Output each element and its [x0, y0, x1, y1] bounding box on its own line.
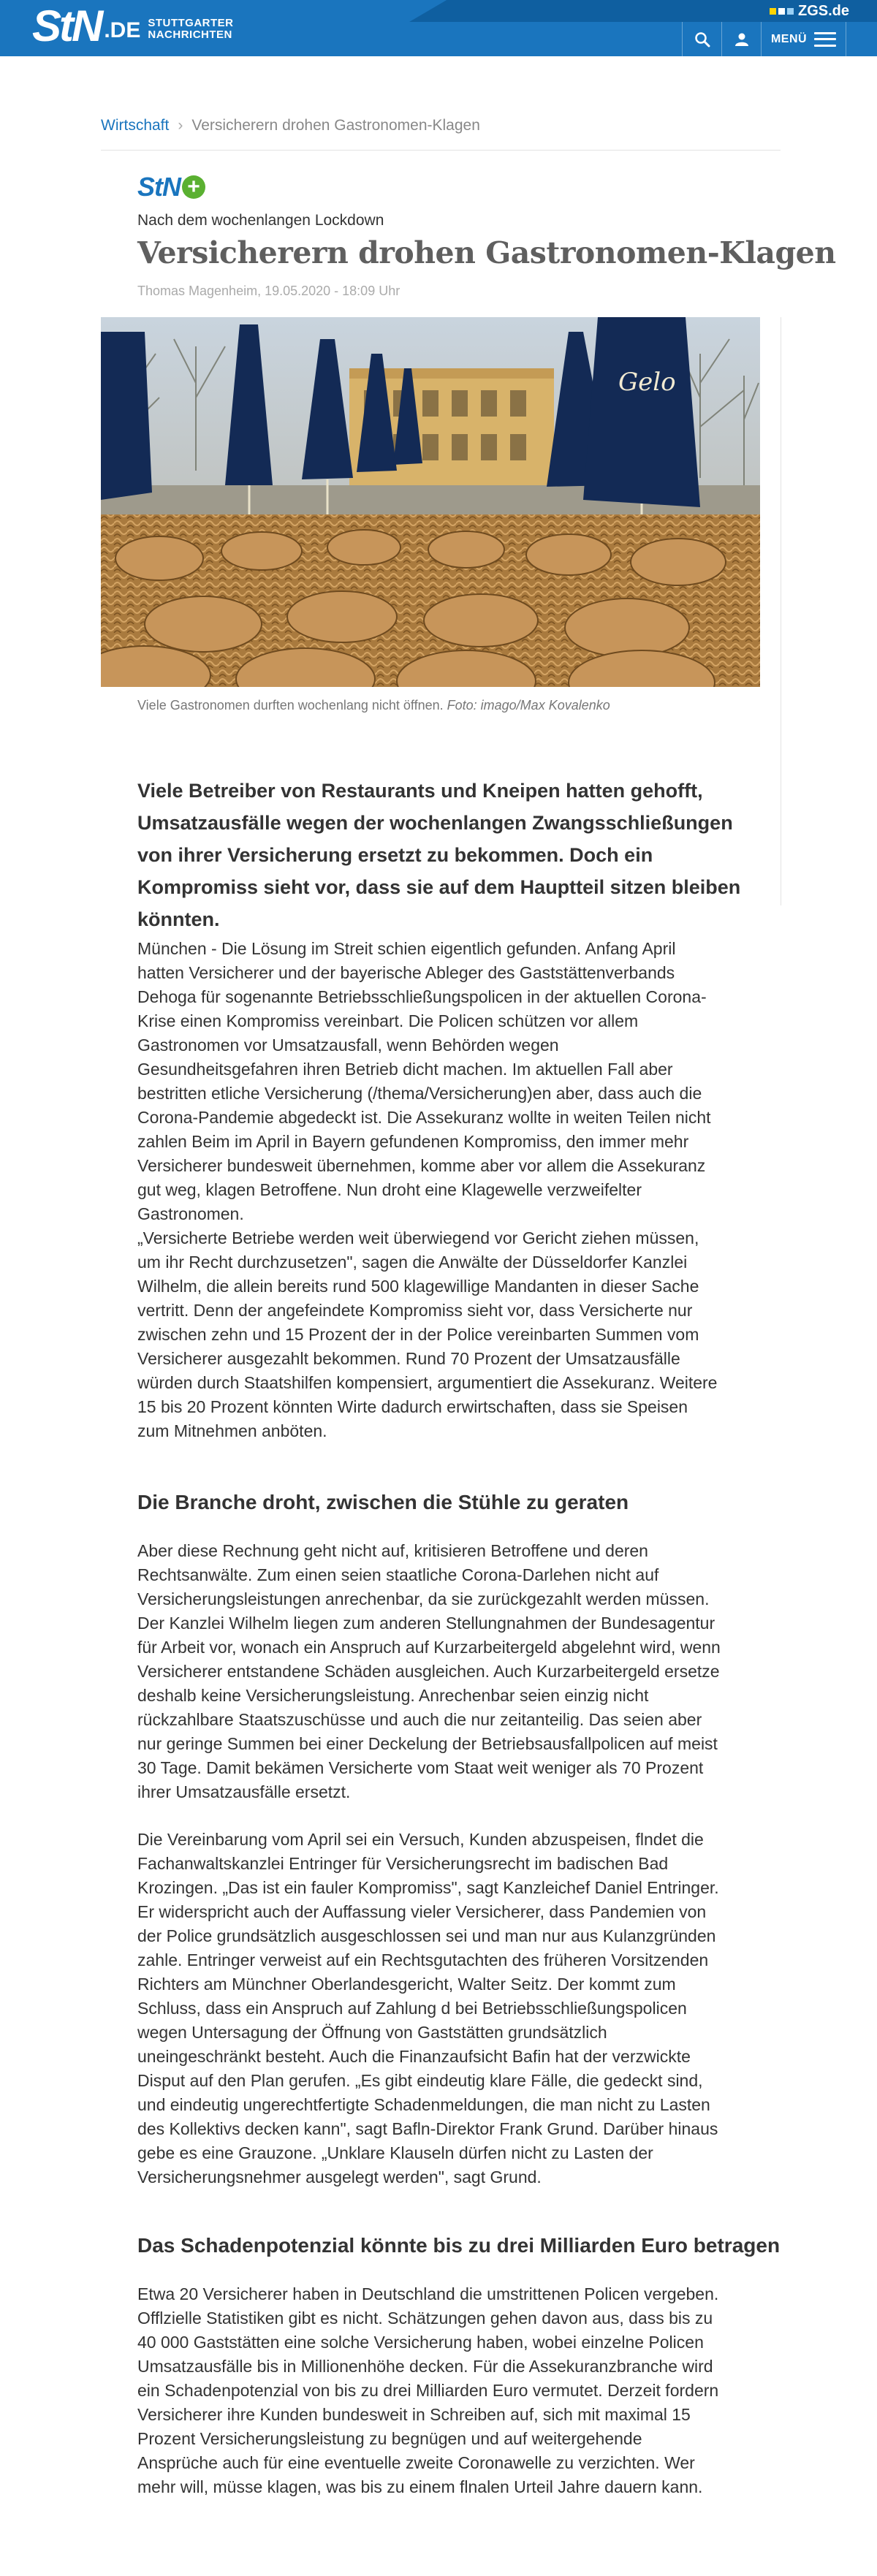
- plus-brand: StN: [137, 172, 181, 202]
- article-subheading-1: Die Branche droht, zwischen die Stühle zu geraten: [137, 1491, 629, 1513]
- hamburger-icon: [814, 32, 836, 47]
- image-caption: [137, 698, 610, 713]
- search-button[interactable]: [682, 22, 721, 56]
- caption-credit: Foto: imago/Max Kovalenko: [447, 698, 610, 713]
- article-headline: Versicherern drohen Gastronomen-Klagen: [137, 235, 836, 270]
- article-paragraph-5: Etwa 20 Versicherer haben in Deutschland die umstrittenen Policen vergeben. Offlzielle Statistiken gibt es nicht. Schätzungen gehen davon aus, dass bis zu 40 000 Gaststätten eine solche Versicherung haben, wobei einzelne Policen Umsatzausfälle bis in Millionenhöhe decken. Für die Assekuranzbranche wird ein Schadenpotenzial von bis zu drei Milliarden Euro vermutet. Derzeit fordern Versicherer ihre Kunden bundesweit in Schreiben auf, sich mit maximal 15 Prozent Versicherungsleistung zu begnügen und auf weitergehende Ansprüche auch für eine eventuelle zweite Coronawelle zu verzichten. Wer mehr will, müsse klagen, was bis zu einem flnalen Urteil Jahre dauern kann.: [137, 2284, 719, 2496]
- menu-label: MENÜ: [770, 32, 808, 45]
- logo-subtitle: [148, 18, 233, 41]
- article-paragraph-4: Die Vereinbarung vom April sei ein Versuch, Kunden abzuspeisen, flndet die Fachanwaltskanzlei Entringer für Versicherungsrecht im badischen Bad Krozingen. „Das ist ein fauler Kompromiss", sagt Kanzleichef Daniel Entringer. Er widerspricht auch der Auffassung vieler Versicherer, dass Pandemien von der Police grundsätzlich ausgeschlossen sei und man nur aus Kulanzgründen zahle. Entringer verweist auf ein Rechtsgutachten des früheren Vorsitzenden Richters am Münchner Oberlandesgericht, Walter Seitz. Der kommt zum Schluss, dass ein Anspruch auf Zahlung d bei Betriebsschließungspolicen wegen Untersagung der Öffnung von Gaststätten grundsätzlich uneingeschränkt besteht. Auch die Finanzaufsicht Bafin hat der verzwickte Disput auf den Plan gerufen. „Es gibt eindeutig klare Fälle, die gedeckt sind, und eindeutig ungerechtfertigte Schadenmeldungen, die man nicht zu Lasten des Kollektivs decken kann", sagt Bafln-Direktor Frank Grund. Darüber hinaus gebe es eine Grauzone. „Unklare Klauseln dürfen nicht zu Lasten der Versicherungsnehmer ausgelegt werden", sagt Grund.: [137, 1830, 719, 2186]
- article-paragraph-1: München - Die Lösung im Streit schien eigentlich gefunden. Anfang April hatten Versicherer und der bayerische Ableger des Gaststättenverbands Dehoga für sogenannte Betriebsschließungspolicen in der aktuellen Corona-Krise einen Kompromiss vereinbart. Die Policen schützen vor allem Gastronomen vor Umsatzausfall, wenn Behörden wegen Gesundheitsgefahren ihren Betrieb dicht machen. Im aktuellen Fall aber bestritten etliche Versicherung (/thema/Versicherung)en aber, dass auch die Corona-Pandemie abgedeckt ist. Die Assekuranz wollte in weiten Teilen nicht zahlen Beim im April in Bayern gefundenen Kompromiss, den immer mehr Versicherer bundesweit übernehmen, komme aber vor allem die Assekuranz gut weg, klagen Betroffene. Nun droht eine Klagewelle verzweifelter Gastronomen.: [137, 939, 711, 1223]
- search-icon: [694, 31, 710, 48]
- zgs-label: ZGS.de: [797, 2, 849, 19]
- logo-main: StN: [32, 1, 102, 50]
- menu-button[interactable]: [761, 22, 846, 56]
- zgs-link[interactable]: [770, 1, 849, 20]
- article-hero-image[interactable]: [101, 317, 760, 687]
- breadcrumb-current: Versicherern drohen Gastronomen-Klagen: [191, 117, 480, 134]
- zgs-logo-icon: [770, 8, 794, 15]
- article-kicker: Nach dem wochenlangen Lockdown: [137, 212, 384, 229]
- site-logo[interactable]: [32, 1, 234, 50]
- plus-icon: +: [182, 175, 205, 199]
- cafe-chairs-photo: [101, 317, 760, 687]
- article-byline: Thomas Magenheim, 19.05.2020 - 18:09 Uhr: [137, 284, 400, 298]
- umbrella-lettering: Gelo: [618, 368, 676, 397]
- user-icon: [734, 32, 749, 47]
- article-subheading-2: Das Schadenpotenzial könnte bis zu drei Milliarden Euro betragen: [137, 2234, 781, 2257]
- article-paragraph-2: „Versicherte Betriebe werden weit überwiegend vor Gericht ziehen müssen, um ihr Recht durchzusetzen", sagen die Anwälte der Düsseldorfer Kanzlei Wilhelm, die allein bereits rund 500 klagewillige Mandanten in dieser Sache vertritt. Denn der angefeindete Kompromiss sieht vor, dass Versicherte nur zwischen zehn und 15 Prozent der in der Police vereinbarten Summen vom Versicherer ausgezahlt bekommen. Rund 70 Prozent der Umsatzausfälle würden durch Staatshilfen kompensiert, argumentiert die Assekuranz. Weitere 15 bis 20 Prozent könnten Wirte dadurch erwirtschaften, dass sie Speisen zum Mitnehmen anböten.: [137, 1228, 718, 1440]
- logo-subtitle-line1: STUTTGARTER: [148, 17, 234, 29]
- stn-plus-badge: [137, 174, 205, 200]
- account-button[interactable]: [721, 22, 761, 56]
- caption-text: Viele Gastronomen durften wochenlang nicht öffnen.: [137, 698, 444, 713]
- breadcrumb: [101, 117, 781, 151]
- article-lead: Viele Betreiber von Restaurants und Kneipen hatten gehofft, Umsatzausfälle wegen der wochenlangen Zwangsschließungen von ihrer Versicherung ersetzt zu bekommen. Doch ein Kompromiss sieht vor, dass sie auf dem Hauptteil sitzen bleiben könnten.: [137, 780, 741, 930]
- logo-domain: .DE: [104, 18, 141, 42]
- article-paragraph-3: Aber diese Rechnung geht nicht auf, kritisieren Betroffene und deren Rechtsanwälte. Zum einen seien staatliche Corona-Darlehen nicht auf Versicherungsleistungen anrechenbar, da sie zurückgezahlt werden müssen. Der Kanzlei Wilhelm liegen zum anderen Stellungnahmen der Bundesagentur für Arbeit vor, wonach ein Anspruch auf Kurzarbeitergeld abgelehnt wird, wenn Versicherer entstandene Schäden ausgleichen. Auch Kurzarbeitergeld ersetze deshalb keine Versicherungsleistung. Anrechenbar seien einzig nicht rückzahlbare Staatszuschüsse und auch die nur zeitanteilig. Das seien aber nur geringe Summen bei einer Deckelung der Betriebsausfallpolicen auf meist 30 Tage. Damit bekämen Versicherte vom Staat weit weniger als 70 Prozent ihrer Umsatzausfälle ersetzt.: [137, 1541, 721, 1801]
- logo-subtitle-line2: NACHRICHTEN: [148, 29, 232, 41]
- chevron-right-icon: ›: [178, 117, 183, 134]
- site-header: [0, 0, 877, 56]
- breadcrumb-section-link[interactable]: Wirtschaft: [101, 117, 170, 134]
